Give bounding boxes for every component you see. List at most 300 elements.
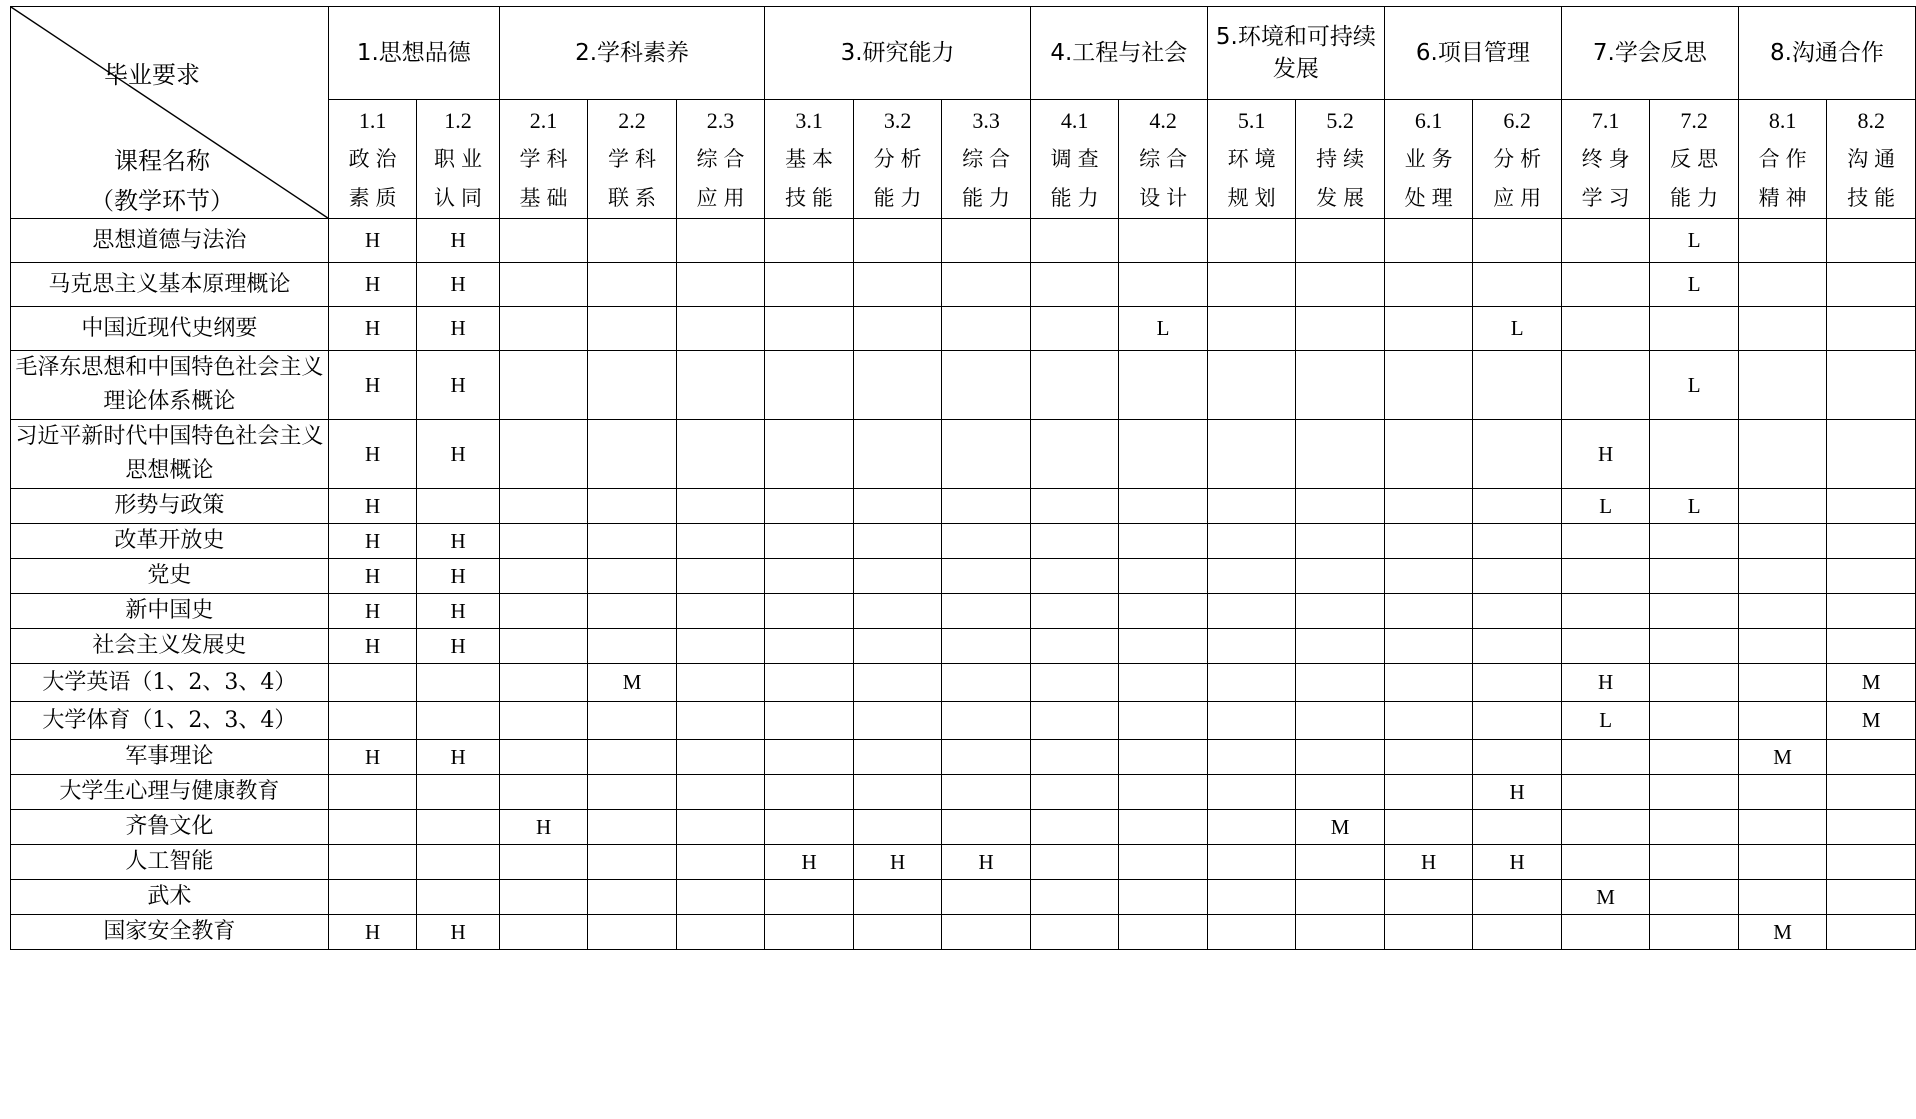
support-level-cell xyxy=(1030,594,1119,629)
requirement-indicator-header xyxy=(1561,100,1650,219)
indicator-label: 业务 xyxy=(1404,146,1459,171)
support-level-cell xyxy=(1473,664,1562,702)
support-level-cell xyxy=(1207,629,1296,664)
indicator-label: 规划 xyxy=(1227,185,1282,210)
support-level-cell xyxy=(853,420,942,489)
support-level-cell: L xyxy=(1650,351,1739,420)
support-level-cell xyxy=(853,810,942,845)
indicator-code: 3.1 xyxy=(795,107,823,133)
support-level-cell xyxy=(942,629,1031,664)
support-level-cell xyxy=(1561,351,1650,420)
support-level-cell xyxy=(1207,420,1296,489)
support-level-cell xyxy=(1296,915,1385,950)
support-level-cell xyxy=(853,594,942,629)
support-level-cell xyxy=(1827,775,1916,810)
support-level-cell: H xyxy=(328,307,417,351)
requirement-indicator-header xyxy=(417,100,499,219)
indicator-label: 综合 xyxy=(962,146,1017,171)
support-level-cell: H xyxy=(417,629,499,664)
requirement-group-header: 2.学科素养 xyxy=(499,7,765,100)
support-level-cell: M xyxy=(1827,664,1916,702)
support-level-cell xyxy=(853,775,942,810)
course-name-cell: 大学英语（1、2、3、4） xyxy=(11,664,329,702)
requirement-group-header: 6.项目管理 xyxy=(1384,7,1561,100)
support-level-cell xyxy=(676,915,765,950)
support-level-cell xyxy=(1119,880,1208,915)
support-level-cell: M xyxy=(1296,810,1385,845)
support-level-cell xyxy=(1119,559,1208,594)
support-level-cell xyxy=(588,489,677,524)
support-level-cell xyxy=(499,307,588,351)
support-level-cell xyxy=(942,559,1031,594)
requirement-indicator-header xyxy=(1296,100,1385,219)
support-level-cell xyxy=(1561,629,1650,664)
table-row xyxy=(11,845,1916,880)
table-row xyxy=(11,810,1916,845)
support-level-cell xyxy=(417,489,499,524)
support-level-cell xyxy=(499,740,588,775)
support-level-cell xyxy=(676,702,765,740)
support-level-cell xyxy=(1384,489,1473,524)
support-level-cell xyxy=(676,559,765,594)
support-level-cell xyxy=(1384,559,1473,594)
support-level-cell xyxy=(1738,351,1827,420)
support-level-cell xyxy=(1207,845,1296,880)
support-level-cell xyxy=(1650,915,1739,950)
support-level-cell xyxy=(765,524,854,559)
support-level-cell xyxy=(499,420,588,489)
support-level-cell xyxy=(1827,420,1916,489)
support-level-cell: H xyxy=(328,524,417,559)
requirement-indicator-header xyxy=(1030,100,1119,219)
table-row xyxy=(11,351,1916,420)
support-level-cell xyxy=(765,810,854,845)
indicator-code: 4.1 xyxy=(1060,107,1089,133)
support-level-cell xyxy=(1119,629,1208,664)
indicator-label: 学习 xyxy=(1581,185,1636,210)
indicator-label: 设计 xyxy=(1139,185,1194,210)
support-level-cell xyxy=(942,263,1031,307)
support-level-cell xyxy=(1473,740,1562,775)
support-level-cell xyxy=(853,559,942,594)
support-level-cell xyxy=(1738,629,1827,664)
support-level-cell xyxy=(1296,594,1385,629)
course-name-label: 课程名称 xyxy=(114,147,210,175)
support-level-cell xyxy=(1650,775,1739,810)
support-level-cell xyxy=(1296,351,1385,420)
support-level-cell: H xyxy=(328,915,417,950)
support-level-cell xyxy=(1384,219,1473,263)
support-level-cell xyxy=(1384,740,1473,775)
indicator-label: 处理 xyxy=(1404,185,1459,210)
requirements-matrix xyxy=(10,6,1916,950)
support-level-cell xyxy=(1030,307,1119,351)
indicator-label: 认同 xyxy=(434,185,489,210)
support-level-cell xyxy=(1030,664,1119,702)
support-level-cell xyxy=(1827,219,1916,263)
indicator-label: 学科 xyxy=(608,146,663,171)
indicator-code: 1.2 xyxy=(444,107,472,133)
support-level-cell xyxy=(676,307,765,351)
support-level-cell xyxy=(1030,489,1119,524)
indicator-label: 精神 xyxy=(1758,185,1813,210)
support-level-cell xyxy=(676,880,765,915)
support-level-cell: H xyxy=(417,351,499,420)
support-level-cell xyxy=(1827,307,1916,351)
table-row xyxy=(11,915,1916,950)
support-level-cell xyxy=(1561,915,1650,950)
support-level-cell xyxy=(1650,664,1739,702)
support-level-cell: H xyxy=(1473,845,1562,880)
course-name-cell: 齐鲁文化 xyxy=(11,810,329,845)
support-level-cell xyxy=(1738,594,1827,629)
support-level-cell xyxy=(1650,740,1739,775)
support-level-cell xyxy=(1030,915,1119,950)
support-level-cell xyxy=(499,915,588,950)
support-level-cell xyxy=(328,775,417,810)
support-level-cell: H xyxy=(499,810,588,845)
requirement-indicator-header xyxy=(1207,100,1296,219)
course-name-cell: 武术 xyxy=(11,880,329,915)
support-level-cell xyxy=(676,420,765,489)
indicator-label: 沟通 xyxy=(1847,146,1902,171)
support-level-cell xyxy=(942,420,1031,489)
support-level-cell xyxy=(942,702,1031,740)
table-row xyxy=(11,629,1916,664)
support-level-cell xyxy=(1119,702,1208,740)
support-level-cell xyxy=(1827,915,1916,950)
table-row xyxy=(11,420,1916,489)
support-level-cell xyxy=(1738,845,1827,880)
support-level-cell xyxy=(499,629,588,664)
support-level-cell xyxy=(676,351,765,420)
support-level-cell: H xyxy=(328,420,417,489)
support-level-cell xyxy=(853,524,942,559)
support-level-cell xyxy=(1650,629,1739,664)
support-level-cell: M xyxy=(1827,702,1916,740)
support-level-cell xyxy=(1650,594,1739,629)
course-name-cell: 党史 xyxy=(11,559,329,594)
support-level-cell xyxy=(499,351,588,420)
support-level-cell xyxy=(1561,740,1650,775)
support-level-cell xyxy=(765,489,854,524)
support-level-cell xyxy=(1473,915,1562,950)
support-level-cell xyxy=(588,263,677,307)
support-level-cell xyxy=(1384,810,1473,845)
support-level-cell xyxy=(1030,740,1119,775)
requirement-indicator-header xyxy=(1738,100,1827,219)
support-level-cell xyxy=(942,307,1031,351)
support-level-cell: H xyxy=(417,594,499,629)
support-level-cell xyxy=(1296,702,1385,740)
requirement-indicator-header xyxy=(499,100,588,219)
support-level-cell xyxy=(1296,845,1385,880)
indicator-label: 调查 xyxy=(1050,146,1105,171)
requirement-group-header: 3.研究能力 xyxy=(765,7,1031,100)
support-level-cell: H xyxy=(942,845,1031,880)
support-level-cell xyxy=(499,263,588,307)
support-level-cell xyxy=(1207,810,1296,845)
support-level-cell xyxy=(1738,775,1827,810)
support-level-cell xyxy=(1207,594,1296,629)
support-level-cell xyxy=(1561,810,1650,845)
support-level-cell xyxy=(1738,420,1827,489)
support-level-cell xyxy=(1561,524,1650,559)
support-level-cell xyxy=(588,702,677,740)
support-level-cell xyxy=(1296,775,1385,810)
support-level-cell xyxy=(942,880,1031,915)
support-level-cell xyxy=(1473,559,1562,594)
support-level-cell xyxy=(853,489,942,524)
table-row xyxy=(11,775,1916,810)
support-level-cell xyxy=(1827,880,1916,915)
course-name-cell: 军事理论 xyxy=(11,740,329,775)
support-level-cell xyxy=(853,880,942,915)
support-level-cell xyxy=(1384,915,1473,950)
course-name-cell: 人工智能 xyxy=(11,845,329,880)
support-level-cell xyxy=(1827,559,1916,594)
requirement-indicator-header xyxy=(588,100,677,219)
support-level-cell xyxy=(1473,420,1562,489)
support-level-cell xyxy=(1119,524,1208,559)
support-level-cell xyxy=(1207,263,1296,307)
support-level-cell xyxy=(765,775,854,810)
support-level-cell xyxy=(676,629,765,664)
course-name-cell: 改革开放史 xyxy=(11,524,329,559)
support-level-cell xyxy=(1650,524,1739,559)
support-level-cell xyxy=(588,915,677,950)
support-level-cell xyxy=(853,351,942,420)
support-level-cell xyxy=(1296,664,1385,702)
support-level-cell xyxy=(1119,664,1208,702)
support-level-cell xyxy=(1561,594,1650,629)
support-level-cell xyxy=(765,307,854,351)
support-level-cell: H xyxy=(417,219,499,263)
support-level-cell xyxy=(1296,559,1385,594)
support-level-cell: H xyxy=(1473,775,1562,810)
support-level-cell xyxy=(1473,489,1562,524)
course-name-cell: 形势与政策 xyxy=(11,489,329,524)
requirement-indicator-header xyxy=(942,100,1031,219)
indicator-label: 技能 xyxy=(1847,185,1902,210)
support-level-cell xyxy=(1384,702,1473,740)
support-level-cell xyxy=(1119,263,1208,307)
support-level-cell xyxy=(765,880,854,915)
support-level-cell xyxy=(1207,664,1296,702)
requirement-indicator-header xyxy=(853,100,942,219)
indicator-label: 技能 xyxy=(785,185,840,210)
support-level-cell: H xyxy=(328,351,417,420)
support-level-cell xyxy=(1384,351,1473,420)
support-level-cell xyxy=(1119,420,1208,489)
requirement-indicator-header xyxy=(1473,100,1562,219)
table-row xyxy=(11,702,1916,740)
support-level-cell xyxy=(1827,740,1916,775)
indicator-code: 4.2 xyxy=(1149,107,1177,133)
support-level-cell xyxy=(1473,880,1562,915)
support-level-cell xyxy=(1650,559,1739,594)
support-level-cell xyxy=(499,219,588,263)
support-level-cell xyxy=(1119,845,1208,880)
indicator-label: 持续 xyxy=(1316,146,1371,171)
support-level-cell: H xyxy=(417,420,499,489)
support-level-cell xyxy=(1207,307,1296,351)
indicator-label: 综合 xyxy=(1139,146,1194,171)
support-level-cell xyxy=(1473,810,1562,845)
support-level-cell xyxy=(1030,219,1119,263)
support-level-cell: H xyxy=(328,740,417,775)
support-level-cell: L xyxy=(1119,307,1208,351)
support-level-cell xyxy=(1384,629,1473,664)
table-row xyxy=(11,559,1916,594)
support-level-cell xyxy=(1738,489,1827,524)
support-level-cell xyxy=(1827,524,1916,559)
support-level-cell xyxy=(1119,219,1208,263)
support-level-cell xyxy=(1207,740,1296,775)
table-row xyxy=(11,219,1916,263)
support-level-cell xyxy=(588,559,677,594)
indicator-code: 3.3 xyxy=(972,107,1000,133)
support-level-cell xyxy=(1030,702,1119,740)
support-level-cell xyxy=(1827,629,1916,664)
support-level-cell xyxy=(1650,420,1739,489)
support-level-cell xyxy=(942,664,1031,702)
support-level-cell xyxy=(765,629,854,664)
graduation-requirements-label: 毕业要求 xyxy=(104,61,200,89)
support-level-cell xyxy=(1207,524,1296,559)
support-level-cell xyxy=(1827,845,1916,880)
support-level-cell xyxy=(499,594,588,629)
support-level-cell xyxy=(1030,880,1119,915)
support-level-cell: H xyxy=(417,559,499,594)
course-name-cell: 中国近现代史纲要 xyxy=(11,307,329,351)
support-level-cell xyxy=(942,810,1031,845)
indicator-label: 能力 xyxy=(873,185,928,210)
support-level-cell xyxy=(942,740,1031,775)
requirement-indicator-header xyxy=(1384,100,1473,219)
indicator-label: 应用 xyxy=(1493,185,1548,210)
support-level-cell: H xyxy=(417,740,499,775)
support-level-cell xyxy=(1207,775,1296,810)
support-level-cell xyxy=(1827,810,1916,845)
support-level-cell xyxy=(1030,775,1119,810)
table-row xyxy=(11,524,1916,559)
course-name-cell: 大学体育（1、2、3、4） xyxy=(11,702,329,740)
support-level-cell xyxy=(853,740,942,775)
support-level-cell: H xyxy=(328,489,417,524)
table-row xyxy=(11,263,1916,307)
support-level-cell xyxy=(765,740,854,775)
support-level-cell xyxy=(676,489,765,524)
indicator-code: 1.1 xyxy=(358,107,387,133)
indicator-code: 5.2 xyxy=(1326,107,1354,133)
support-level-cell: L xyxy=(1473,307,1562,351)
support-level-cell xyxy=(1827,489,1916,524)
support-level-cell xyxy=(676,740,765,775)
indicator-code: 5.1 xyxy=(1237,107,1266,133)
support-level-cell xyxy=(1296,489,1385,524)
support-level-cell xyxy=(1561,219,1650,263)
support-level-cell: H xyxy=(328,559,417,594)
support-level-cell xyxy=(1119,775,1208,810)
support-level-cell xyxy=(853,915,942,950)
support-level-cell xyxy=(1119,489,1208,524)
support-level-cell xyxy=(1650,307,1739,351)
requirement-indicator-header xyxy=(1650,100,1739,219)
support-level-cell: H xyxy=(328,263,417,307)
support-level-cell xyxy=(588,420,677,489)
support-level-cell: M xyxy=(1738,915,1827,950)
indicator-code: 2.1 xyxy=(529,107,558,133)
support-level-cell xyxy=(1827,263,1916,307)
support-level-cell xyxy=(1384,524,1473,559)
support-level-cell xyxy=(765,915,854,950)
support-level-cell xyxy=(1561,775,1650,810)
teaching-link-label: （教学环节） xyxy=(90,187,234,215)
support-level-cell xyxy=(1384,775,1473,810)
indicator-label: 能力 xyxy=(1050,185,1105,210)
support-level-cell xyxy=(1296,263,1385,307)
corner-header-cell xyxy=(11,7,329,219)
support-level-cell xyxy=(1296,740,1385,775)
support-level-cell xyxy=(1738,307,1827,351)
support-level-cell xyxy=(853,664,942,702)
support-level-cell xyxy=(1030,263,1119,307)
support-level-cell xyxy=(1827,351,1916,420)
support-level-cell xyxy=(765,594,854,629)
group-header-row xyxy=(11,7,1916,100)
indicator-label: 应用 xyxy=(696,185,751,210)
requirement-group-header: 4.工程与社会 xyxy=(1030,7,1207,100)
support-level-cell xyxy=(1473,263,1562,307)
support-level-cell xyxy=(328,810,417,845)
support-level-cell xyxy=(1207,880,1296,915)
support-level-cell: H xyxy=(328,219,417,263)
support-level-cell xyxy=(499,559,588,594)
support-level-cell xyxy=(1030,420,1119,489)
support-level-cell xyxy=(676,219,765,263)
support-level-cell xyxy=(1384,880,1473,915)
course-name-cell: 大学生心理与健康教育 xyxy=(11,775,329,810)
support-level-cell: H xyxy=(417,524,499,559)
indicator-label: 终身 xyxy=(1581,146,1636,171)
support-level-cell: H xyxy=(417,263,499,307)
support-level-cell xyxy=(417,775,499,810)
support-level-cell xyxy=(1384,420,1473,489)
support-level-cell xyxy=(328,702,417,740)
support-level-cell xyxy=(1119,740,1208,775)
support-level-cell xyxy=(499,524,588,559)
indicator-label: 合作 xyxy=(1758,146,1813,171)
support-level-cell xyxy=(588,524,677,559)
indicator-label: 基础 xyxy=(519,185,574,210)
requirement-group-header: 1.思想品德 xyxy=(328,7,499,100)
indicator-code: 2.3 xyxy=(706,107,735,133)
support-level-cell xyxy=(588,629,677,664)
support-level-cell xyxy=(1561,263,1650,307)
support-level-cell: H xyxy=(328,629,417,664)
support-level-cell xyxy=(1738,702,1827,740)
support-level-cell: L xyxy=(1650,489,1739,524)
support-level-cell: L xyxy=(1561,489,1650,524)
support-level-cell xyxy=(1207,351,1296,420)
support-level-cell xyxy=(588,775,677,810)
indicator-code: 7.1 xyxy=(1591,107,1620,133)
support-level-cell: M xyxy=(1561,880,1650,915)
course-name-cell: 社会主义发展史 xyxy=(11,629,329,664)
support-level-cell xyxy=(1384,263,1473,307)
support-level-cell xyxy=(1561,307,1650,351)
